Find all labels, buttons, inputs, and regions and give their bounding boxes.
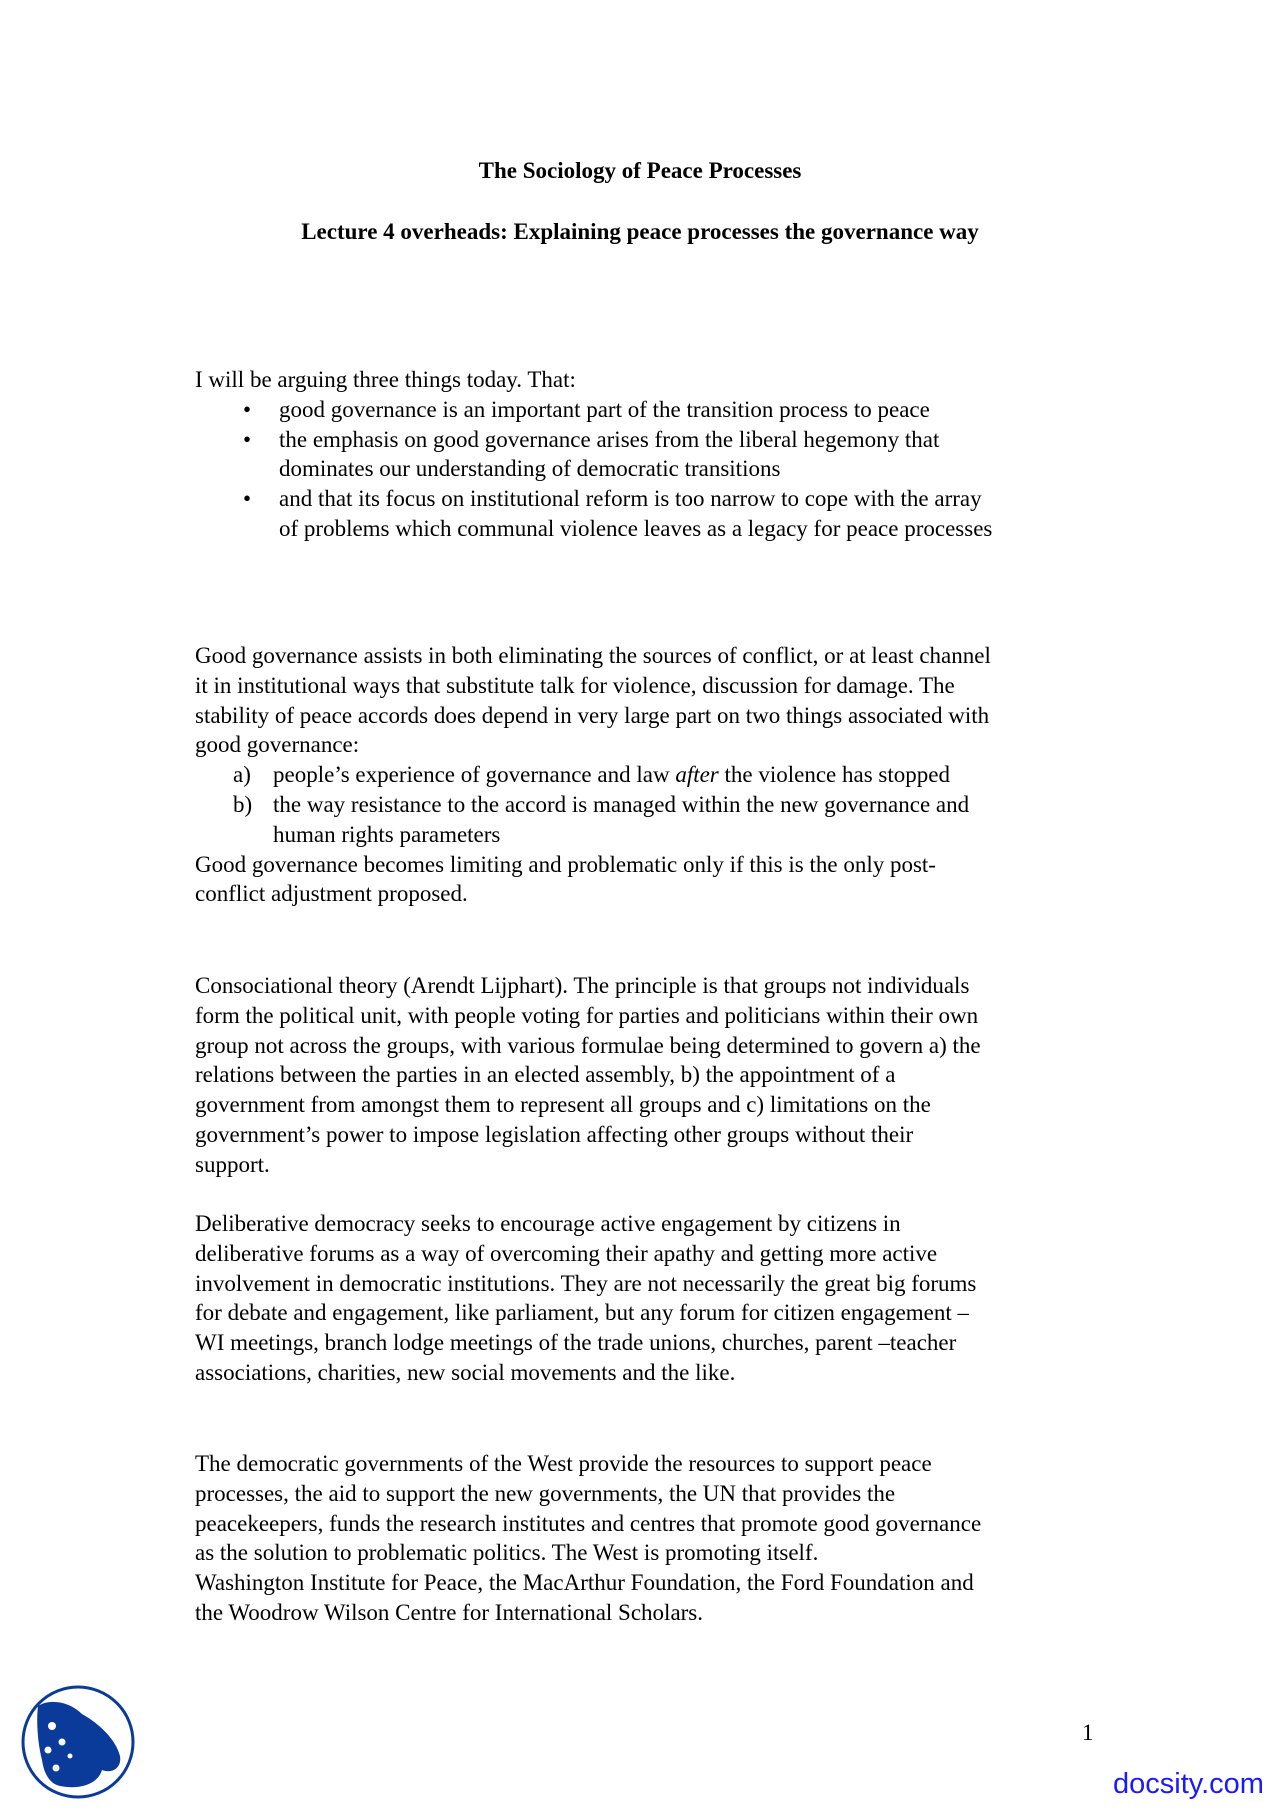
text: people’s experience of governance and law (273, 762, 676, 788)
bullet-item-cont: of problems which communal violence leaves as a legacy for peace processes (279, 515, 993, 541)
text: the way resistance to the accord is managed within the new governance and (273, 791, 970, 817)
bullet-item (195, 395, 992, 425)
document-title: The Sociology of Peace Processes (478, 158, 802, 183)
text-line: group not across the groups, with various formulae being determined to govern a) the (195, 1032, 981, 1058)
paragraph-deliberative (195, 1209, 976, 1388)
bullet-icon: • (243, 426, 252, 452)
text-line: the Woodrow Wilson Centre for International Scholars. (195, 1599, 704, 1625)
text-line: conflict adjustment proposed. (195, 881, 468, 907)
text-line: relations between the parties in an elected assembly, b) the appointment of a (195, 1062, 896, 1088)
bullet-text: the emphasis on good governance arises from the liberal hegemony that (279, 426, 940, 452)
text-line: good governance: (195, 732, 360, 758)
text-line: Consociational theory (Arendt Lijphart). The principle is that groups not individuals (195, 973, 970, 998)
bullet-text: good governance is an important part of the transition process to peace (279, 396, 930, 422)
text-line: Good governance assists in both eliminating the sources of conflict, or at least channel (195, 643, 991, 668)
bullet-icon: • (243, 486, 252, 512)
intro-lead: I will be arguing three things today. That: (195, 367, 576, 392)
bullet-item (195, 425, 992, 455)
list-item-a (195, 760, 991, 790)
list-label: a) (233, 762, 251, 788)
bullet-item (195, 484, 992, 514)
text-line: support. (195, 1151, 270, 1177)
text: the violence has stopped (718, 762, 950, 788)
text-line: government’s power to impose legislation affecting other groups without their (195, 1121, 914, 1147)
text-line: associations, charities, new social movements and the like. (195, 1359, 736, 1385)
text-line: deliberative forums as a way of overcoming their apathy and getting more active (195, 1240, 938, 1266)
text-line: involvement in democratic institutions. They are not necessarily the great big forums (195, 1270, 977, 1296)
intro-section (195, 365, 992, 544)
page-number: 1 (1082, 1720, 1094, 1745)
list-item-b (195, 790, 991, 820)
docsity-link[interactable]: docsity.com (1113, 1768, 1264, 1800)
paragraph-west (195, 1449, 981, 1628)
bullet-item-cont: dominates our understanding of democratic transitions (279, 456, 781, 482)
text-line: stability of peace accords does depend in very large part on two things associated with (195, 702, 990, 728)
text-line: processes, the aid to support the new governments, the UN that provides the (195, 1480, 896, 1506)
text-line: form the political unit, with people voting for parties and politicians within their own (195, 1002, 979, 1028)
text-line: Good governance becomes limiting and problematic only if this is the only post- (195, 851, 936, 877)
paragraph-good-governance (195, 641, 991, 909)
list-label: b) (233, 791, 253, 817)
text-line: government from amongst them to represent all groups and c) limitations on the (195, 1092, 931, 1118)
emphasis: after (675, 762, 719, 788)
bullet-icon: • (243, 396, 252, 422)
list-item-b-cont: human rights parameters (273, 821, 501, 847)
text-line: Washington Institute for Peace, the MacArthur Foundation, the Ford Foundation and (195, 1570, 974, 1596)
text-line: WI meetings, branch lodge meetings of the trade unions, churches, parent –teacher (195, 1330, 957, 1356)
paragraph-consociational (195, 971, 981, 1180)
text-line: Deliberative democracy seeks to encourage active engagement by citizens in (195, 1211, 901, 1236)
text-line: peacekeepers, funds the research institutes and centres that promote good governance (195, 1510, 982, 1536)
docsity-logo-icon (20, 1684, 136, 1800)
text-line: as the solution to problematic politics. The West is promoting itself. (195, 1540, 819, 1566)
text-line: for debate and engagement, like parliament, but any forum for citizen engagement – (195, 1300, 970, 1326)
document-subtitle: Lecture 4 overheads: Explaining peace processes the governance way (301, 219, 979, 244)
bullet-text: and that its focus on institutional reform is too narrow to cope with the array (279, 486, 982, 512)
text-line: The democratic governments of the West provide the resources to support peace (195, 1451, 932, 1476)
text-line: it in institutional ways that substitute talk for violence, discussion for damage. The (195, 672, 955, 698)
